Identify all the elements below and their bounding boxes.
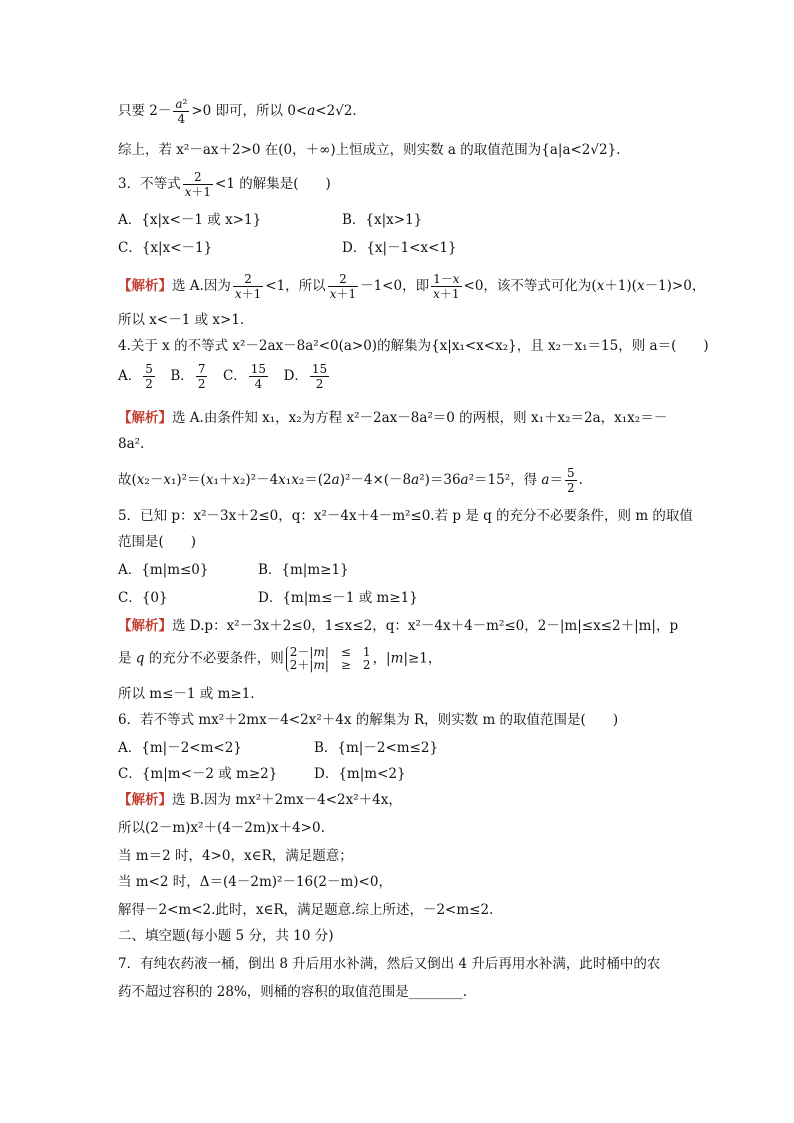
question-5-stem-1: 5．已知 p：x²－3x＋2≤0，q：x²－4x＋4－m²≤0.若 p 是 q 的充分不必要条件，则 m 的取值 xyxy=(118,508,693,524)
q4-solution-line-2: 8a². xyxy=(118,436,145,452)
q3-option-d: D．{x|－1<x<1} xyxy=(342,240,457,256)
q5-solution-line-3: 所以 m≤－1 或 m≥1. xyxy=(118,686,255,702)
q5-option-a: A．{m|m≤0} xyxy=(118,562,209,578)
q6-solution-line-1: 【解析】选 B.因为 mx²＋2mx－4<2x²＋4x， xyxy=(118,792,402,808)
question-6-stem: 6．若不等式 mx²＋2mx－4<2x²＋4x 的解集为 R，则实数 m 的取值范围是( ) xyxy=(118,712,619,728)
q6-option-d: D．{m|m<2} xyxy=(314,766,406,782)
question-7-line-2: 药不超过容积的 28%，则桶的容积的取值范围是________. xyxy=(118,984,468,1000)
question-5-stem-2: 范围是( ) xyxy=(118,534,197,550)
q5-option-b: B．{m|m≥1} xyxy=(258,562,349,578)
q6-option-c: C．{m|m<－2 或 m≥2} xyxy=(118,766,278,782)
q5-option-d: D．{m|m≤－1 或 m≥1} xyxy=(258,590,418,606)
q6-option-b: B．{m|－2<m≤2} xyxy=(314,740,439,756)
q5-option-c: C．{0} xyxy=(118,590,168,606)
q3-solution-line-1: 【解析】选 A.因为 $\frac{2}{x+1}$ <1，所以 $\frac{2}{x+1}$ －1<0，即 $\frac{1-x}{x+1}$ <0，该不等式可化为(x＋1)(x－1)>0， xyxy=(118,272,706,301)
question-4-stem: 4.关于 x 的不等式 x²－2ax－8a²<0(a>0)的解集为{x|x₁<x<x₂}，且 x₂－x₁＝15，则 a＝( ) xyxy=(118,338,709,354)
analysis-tag: 【解析】 xyxy=(118,278,172,294)
q3-option-c: C．{x|x<－1} xyxy=(118,240,213,256)
q5-solution-line-2: 是 q 的充分不必要条件，则 2－|m| ≤ 1 2＋|m| ≥ 2 ，|m|≥1， xyxy=(118,645,442,672)
question-7-line-1: 7．有纯农药液一桶，倒出 8 升后用水补满，然后又倒出 4 升后再用水补满，此时桶中的农 xyxy=(118,956,661,972)
line-summary: 综上，若 x²－ax＋2>0 在(0，＋∞)上恒成立，则实数 a 的取值范围为{a|a<2√2}. xyxy=(118,142,621,158)
question-3-stem: 3．不等式 $\frac{2}{x+1}$ <1 的解集是( ) xyxy=(118,170,331,199)
q4-options: A． $\frac{5}{2}$ B． $\frac{7}{2}$ C． $\frac{15}{4}$ D． $\frac{15}{2}$ xyxy=(118,362,328,391)
line-sufficient-condition: 只要 2－ $\frac{\text{a²}}{4}$ >0 即可，所以 0<a<2√2. xyxy=(118,97,357,126)
q6-solution-line-5: 解得－2<m<2.此时，x∈R，满足题意.综上所述，－2<m≤2. xyxy=(118,902,494,918)
q4-solution-line-3: 故(x₂－x₁)²＝(x₁＋x₂)²－4x₁x₂＝(2a)²－4×(－8a²)＝36a²＝15²，得 a＝ $\frac{5}{2}$ . xyxy=(118,466,583,495)
q6-solution-line-3: 当 m＝2 时，4>0，x∈R，满足题意； xyxy=(118,848,353,864)
section-2-heading: 二、填空题(每小题 5 分，共 10 分) xyxy=(118,928,334,944)
q6-option-a: A．{m|－2<m<2} xyxy=(118,740,242,756)
q3-option-a: A．{x|x<－1 或 x>1} xyxy=(118,212,262,228)
q6-solution-line-2: 所以(2－m)x²＋(4－2m)x＋4>0. xyxy=(118,820,325,836)
q4-solution-line-1: 【解析】选 A.由条件知 x₁，x₂为方程 x²－2ax－8a²＝0 的两根，则 x₁＋x₂＝2a，x₁x₂＝－ xyxy=(118,410,668,426)
q3-option-b: B．{x|x>1} xyxy=(342,212,423,228)
q6-solution-line-4: 当 m<2 时，Δ＝(4－2m)²－16(2－m)<0， xyxy=(118,874,392,890)
q3-solution-line-2: 所以 x<－1 或 x>1. xyxy=(118,312,245,328)
q5-solution-line-1: 【解析】选 D.p：x²－3x＋2≤0，1≤x≤2，q：x²－4x＋4－m²≤0，2－|m|≤x≤2＋|m|，p xyxy=(118,618,679,634)
